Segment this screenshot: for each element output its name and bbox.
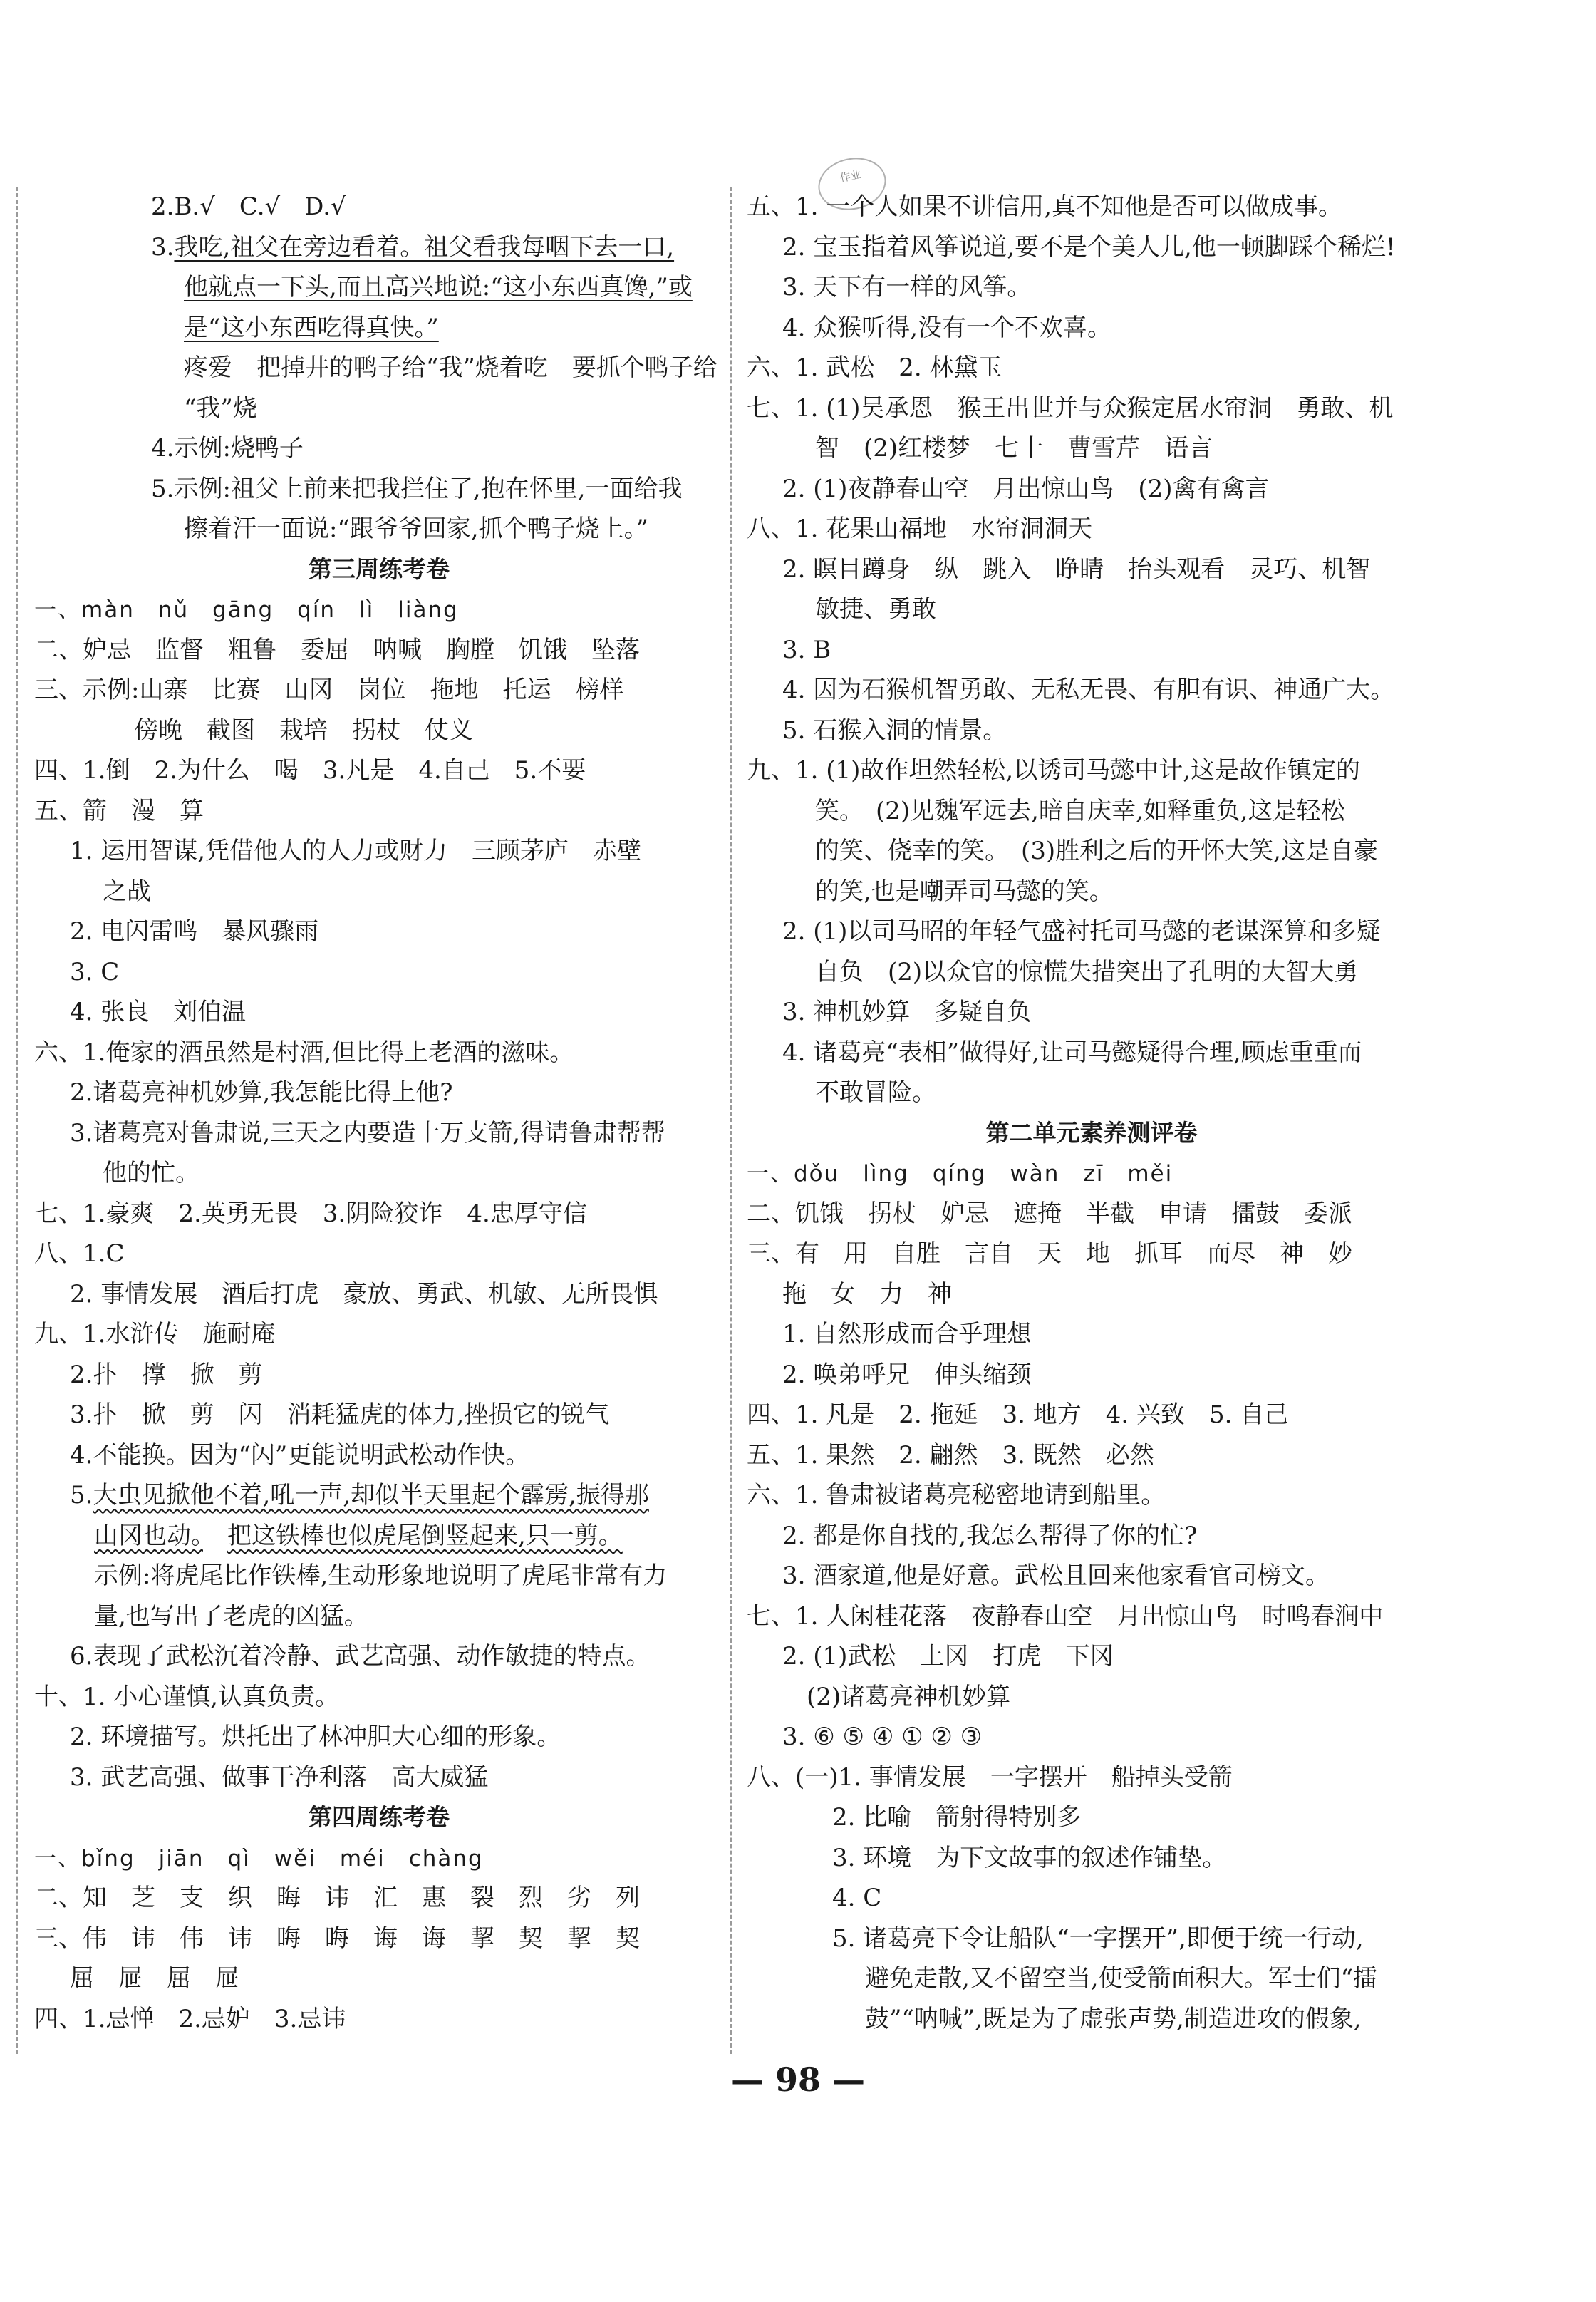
answer-line: 4. 张良 刘伯温 — [70, 998, 247, 1026]
answer-line: 他就点一下头,而且高兴地说:“这小东西真馋,”或 — [184, 273, 693, 301]
answer-line: 5.大虫见掀他不着,吼一声,却似半天里起个霹雳,振得那 — [70, 1481, 649, 1509]
answer-line: 四、1.倒 2.为什么 喝 3.凡是 4.自己 5.不要 — [34, 756, 586, 785]
answer-line: 七、1.豪爽 2.英勇无畏 3.阴险狡诈 4.忠厚守信 — [34, 1199, 587, 1228]
answer-line: 二、知 芝 支 织 晦 讳 汇 惠 裂 烈 劣 列 — [34, 1884, 640, 1912]
answer-line: 2. 都是你自找的,我怎么帮得了你的忙? — [782, 1521, 1198, 1550]
answer-line: 二、妒忌 监督 粗鲁 委屈 呐喊 胸膛 饥饿 坠落 — [34, 635, 640, 664]
answer-line: 2. 宝玉指着风筝说道,要不是个美人儿,他一顿脚踩个稀烂! — [782, 232, 1396, 262]
answer-line: 3. 武艺高强、做事干净利落 高大威猛 — [70, 1762, 489, 1792]
answer-line: 5. 石猴入洞的情景。 — [782, 716, 1007, 745]
answer-line: 五、1. 一个人如果不讲信用,真不知他是否可以做成事。 — [747, 192, 1343, 221]
answer-line: 2. 瞑目蹲身 纵 跳入 睁睛 抬头观看 灵巧、机智 — [782, 554, 1371, 584]
answer-line: 三、示例:山寨 比赛 山冈 岗位 拖地 托运 榜样 — [34, 676, 624, 704]
answer-line: 是“这小东西吃得真快。” — [184, 313, 439, 342]
answer-line: (2)诸葛亮神机妙算 — [807, 1682, 1011, 1711]
answer-line: 3.扑 掀 剪 闪 消耗猛虎的体力,挫损它的锐气 — [70, 1400, 610, 1429]
answer-line: 5. 诸葛亮下令让船队“一字摆开”,即便于统一行动, — [832, 1924, 1364, 1953]
answer-line: 不敢冒险。 — [815, 1078, 936, 1107]
answer-line: 拖 女 力 神 — [782, 1279, 952, 1309]
right-column — [747, 187, 1436, 2039]
answer-line: 2. (1)夜静春山空 月出惊山鸟 (2)禽有禽言 — [782, 474, 1270, 503]
margin-dashed-line — [16, 187, 18, 2054]
answer-line: 4. 诸葛亮“表相”做得好,让司马懿疑得合理,顾虑重重而 — [782, 1038, 1362, 1067]
answer-line: 三、伟 讳 伟 讳 晦 晦 诲 诲 挈 契 挈 契 — [34, 1924, 640, 1953]
answer-line: 二、饥饿 拐杖 妒忌 遮掩 半截 申请 擂鼓 委派 — [747, 1199, 1352, 1228]
answer-line: 一、bǐng jiān qì wěi méi chàng — [34, 1845, 484, 1872]
page-number: — 98 — — [730, 2060, 866, 2099]
answer-line: 疼爱 把掉井的鸭子给“我”烧着吃 要抓个鸭子给 — [184, 353, 717, 382]
answer-line: 五、箭 漫 算 — [34, 796, 204, 825]
answer-line: 3.我吃,祖父在旁边看着。祖父看我每咽下去一口, — [151, 232, 675, 262]
answer-line: 九、1.水浒传 施耐庵 — [34, 1320, 276, 1348]
answer-line: 山冈也动。 把这铁棒也似虎尾倒竖起来,只一剪。 — [94, 1521, 623, 1550]
answer-line: 2. 电闪雷鸣 暴风骤雨 — [70, 917, 319, 946]
answer-line: 自负 (2)以众官的惊慌失措突出了孔明的大智大勇 — [815, 957, 1359, 986]
answer-line: 四、1.忌惮 2.忌妒 3.忌讳 — [34, 2004, 346, 2033]
section-heading: 第三周练考卷 — [309, 554, 450, 583]
answer-line: 四、1. 凡是 2. 拖延 3. 地方 4. 兴致 5. 自己 — [747, 1400, 1289, 1429]
answer-line: 3. ⑥ ⑤ ④ ① ② ③ — [782, 1723, 983, 1751]
answer-line: 的笑、侥幸的笑。 (3)胜利之后的开怀大笑,这是自豪 — [815, 837, 1378, 865]
answer-line: 2.B.√ C.√ D.√ — [151, 192, 346, 221]
answer-line: 示例:将虎尾比作铁棒,生动形象地说明了虎尾非常有力 — [94, 1562, 668, 1590]
stamp-watermark: 作业 — [814, 152, 891, 216]
answer-line: 2. (1)以司马昭的年轻气盛衬托司马懿的老谋深算和多疑 — [782, 917, 1381, 946]
answer-line: 5.示例:祖父上前来把我拦住了,抱在怀里,一面给我 — [151, 474, 683, 503]
answer-line: 3.诸葛亮对鲁肃说,三天之内要造十万支箭,得请鲁肃帮帮 — [70, 1118, 666, 1147]
answer-line: 他的忙。 — [103, 1159, 200, 1187]
answer-line: 2. 事情发展 酒后打虎 豪放、勇武、机敏、无所畏惧 — [70, 1279, 658, 1309]
answer-line: 六、1. 鲁肃被诸葛亮秘密地请到船里。 — [747, 1481, 1166, 1509]
answer-line: 2. 环境描写。烘托出了林冲胆大心细的形象。 — [70, 1723, 561, 1751]
answer-line: 屈 屉 屈 屉 — [70, 1964, 239, 1993]
answer-line: 傍晚 截图 栽培 拐杖 仗义 — [134, 716, 473, 745]
answer-line: 2.扑 撑 掀 剪 — [70, 1360, 263, 1389]
column-divider-dashed-line — [730, 187, 732, 2054]
answer-line: 3. 神机妙算 多疑自负 — [782, 998, 1032, 1026]
answer-line: 之战 — [103, 877, 151, 906]
answer-line: 笑。 (2)见魏军远去,暗自庆幸,如释重负,这是轻松 — [815, 796, 1345, 825]
answer-line: 九、1. (1)故作坦然轻松,以诱司马懿中计,这是故作镇定的 — [747, 756, 1361, 785]
answer-line: 2. 比喻 箭射得特别多 — [832, 1803, 1082, 1832]
answer-line: 4. C — [832, 1884, 882, 1912]
answer-line: 3. 天下有一样的风筝。 — [782, 273, 1032, 301]
answer-line: 4. 众猴听得,没有一个不欢喜。 — [782, 313, 1112, 342]
answer-line: 3. 环境 为下文故事的叙述作铺垫。 — [832, 1843, 1227, 1872]
answer-line: 1. 运用智谋,凭借他人的人力或财力 三顾茅庐 赤壁 — [70, 837, 642, 865]
answer-line: 八、1.C — [34, 1239, 125, 1268]
answer-line: 八、(一)1. 事情发展 一字摆开 船掉头受箭 — [747, 1762, 1233, 1792]
answer-line: 4. 因为石猴机智勇敢、无私无畏、有胆有识、神通广大。 — [782, 676, 1395, 704]
answer-line: 五、1. 果然 2. 翩然 3. 既然 必然 — [747, 1440, 1154, 1470]
section-heading: 第四周练考卷 — [309, 1803, 450, 1831]
answer-line: 2. 唤弟呼兄 伸头缩颈 — [782, 1360, 1032, 1389]
answer-line: 4.示例:烧鸭子 — [151, 434, 304, 463]
answer-line: 一、dǒu lìng qíng wàn zī měi — [747, 1161, 1173, 1187]
answer-line: 量,也写出了老虎的凶猛。 — [94, 1601, 368, 1631]
answer-line: 六、1. 武松 2. 林黛玉 — [747, 353, 1002, 382]
answer-line: 4.不能换。因为“闪”更能说明武松动作快。 — [70, 1440, 530, 1470]
answer-line: 敏捷、勇敢 — [815, 595, 936, 624]
answer-line: 一、màn nǔ gāng qín lì liàng — [34, 597, 459, 623]
section-heading: 第二单元素养测评卷 — [985, 1118, 1198, 1147]
answer-line: 三、有 用 自胜 言自 天 地 抓耳 而尽 神 妙 — [747, 1239, 1352, 1268]
answer-line: 2.诸葛亮神机妙算,我怎能比得上他? — [70, 1078, 453, 1107]
answer-line: 七、1. (1)吴承恩 猴王出世并与众猴定居水帘洞 勇敢、机 — [747, 393, 1394, 423]
answer-line: 3. 酒家道,他是好意。武松且回来他家看官司榜文。 — [782, 1562, 1330, 1590]
answer-line: 1. 自然形成而合乎理想 — [782, 1320, 1032, 1348]
answer-line: 3. C — [70, 957, 120, 986]
answer-line: 擦着汗一面说:“跟爷爷回家,抓个鸭子烧上。” — [184, 515, 649, 543]
answer-line: 十、1. 小心谨慎,认真负责。 — [34, 1682, 340, 1711]
answer-line: 六、1.俺家的酒虽然是村酒,但比得上老酒的滋味。 — [34, 1038, 574, 1067]
answer-line: 智 (2)红楼梦 七十 曹雪芹 语言 — [815, 434, 1213, 463]
answer-line: 6.表现了武松沉着冷静、武艺高强、动作敏捷的特点。 — [70, 1642, 651, 1671]
answer-line: 鼓”“呐喊”,既是为了虚张声势,制造进攻的假象, — [865, 2004, 1362, 2033]
answer-line: 避免走散,又不留空当,使受箭面积大。军士们“擂 — [865, 1964, 1377, 1993]
left-column — [34, 187, 724, 2039]
answer-line: 七、1. 人闲桂花落 夜静春山空 月出惊山鸟 时鸣春涧中 — [747, 1601, 1384, 1631]
answer-line: 八、1. 花果山福地 水帘洞洞天 — [747, 515, 1093, 543]
answer-line: 3. B — [782, 635, 831, 664]
answer-line: “我”烧 — [184, 393, 257, 423]
answer-line: 2. (1)武松 上冈 打虎 下冈 — [782, 1642, 1114, 1671]
answer-line: 的笑,也是嘲弄司马懿的笑。 — [815, 877, 1114, 906]
